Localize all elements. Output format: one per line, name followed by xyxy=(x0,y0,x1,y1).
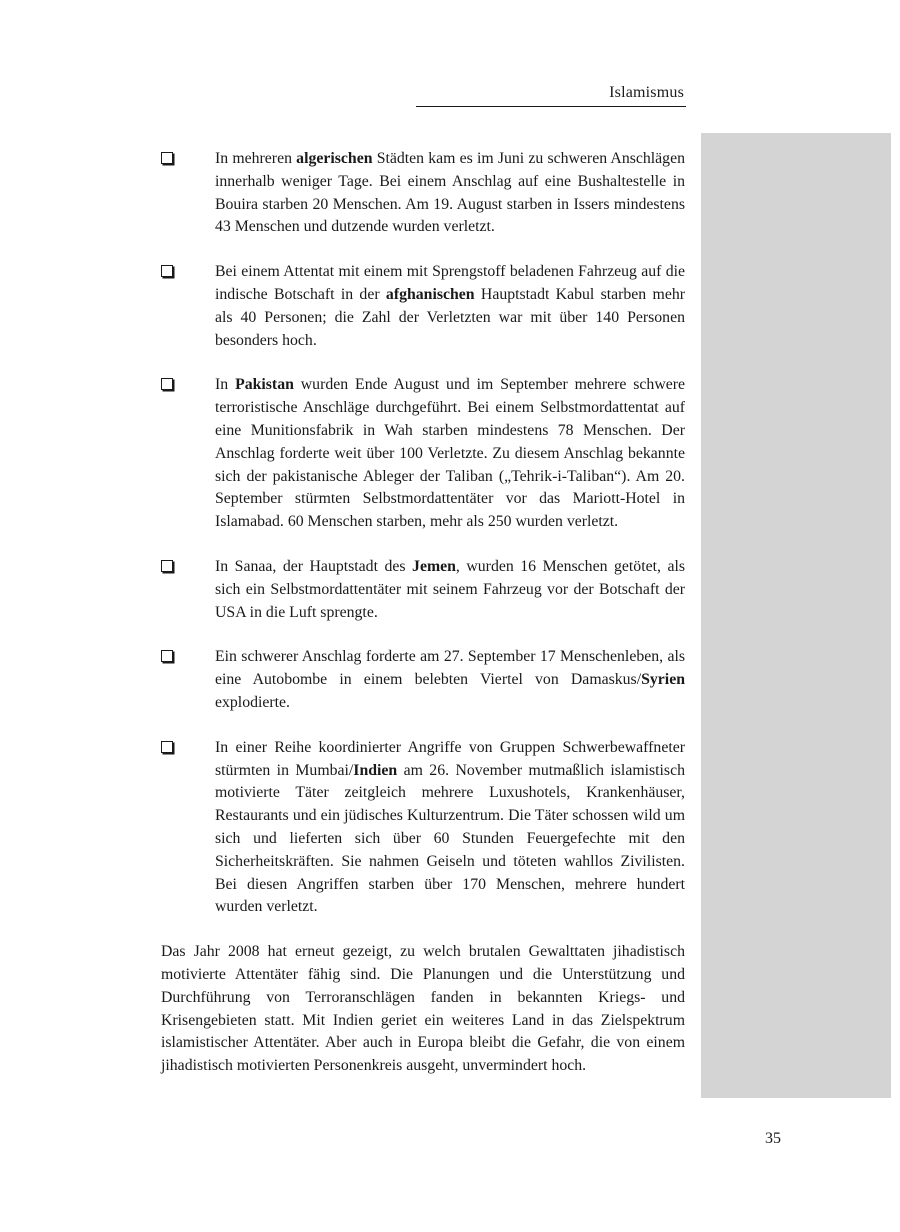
running-header: Islamismus xyxy=(609,84,684,101)
country-keyword: Jemen xyxy=(412,557,456,575)
bullet-item-pakistan xyxy=(161,374,685,534)
header-rule xyxy=(416,106,686,107)
bullet-text: In einer Reihe koordinierter Angriffe von Gruppen Schwerbewaffneter stürmten in Mumbai/Indien am 26. November mutmaßlich islamistisch motivierte Täter zeitgleich mehrere Luxushotels, Krankenhäuser, Restaurants und ein jüdisches Kulturzentrum. Die Täter schossen wild um sich und lieferten sich über 60 Stunden Feuergefechte mit den Sicherheitskräften. Sie nahmen Geiseln und töteten wahllos Zivilisten. Bei diesen Angriffen starben über 170 Menschen, mehrere hundert wurden verletzt. xyxy=(215,738,685,916)
checkbox-bullet-icon xyxy=(161,265,173,277)
checkbox-bullet-icon xyxy=(161,560,173,572)
bullet-item-algeria xyxy=(161,148,685,239)
checkbox-bullet-icon xyxy=(161,152,173,164)
checkbox-bullet-icon xyxy=(161,378,173,390)
page-number: 35 xyxy=(765,1130,781,1147)
bullet-item-yemen xyxy=(161,556,685,624)
bullet-text: Ein schwerer Anschlag forderte am 27. September 17 Menschenleben, als eine Autobombe in einem belebten Viertel von Damaskus/Syrien explodierte. xyxy=(215,648,685,711)
closing-paragraph: Das Jahr 2008 hat erneut gezeigt, zu welch brutalen Gewalttaten jihadistisch motivierte Attentäter fähig sind. Die Planungen und die Unterstützung und Durchführung von Terroranschlägen fanden in bekannten Kriegs- und Krisengebieten statt. Mit Indien geriet ein weiteres Land in das Zielspektrum islamistischer Attentäter. Aber auch in Europa bleibt die Gefahr, die von einem jihadistisch motivierten Personenkreis ausgeht, unvermindert hoch. xyxy=(161,943,685,1075)
bullet-item-afghanistan xyxy=(161,261,685,352)
country-keyword: Pakistan xyxy=(235,376,294,394)
country-keyword: Indien xyxy=(353,761,398,779)
bullet-text: In mehreren algerischen Städten kam es im Juni zu schweren Anschlägen innerhalb weniger Tage. Bei einem Anschlag auf eine Bushaltestelle in Bouira starben 20 Menschen. Am 19. August starben in Issers mindestens 43 Menschen und dutzende wurden verletzt. xyxy=(215,150,685,236)
country-keyword: afghanischen xyxy=(385,285,475,303)
bullet-item-syria xyxy=(161,646,685,714)
main-content xyxy=(161,148,685,1094)
margin-gray-bar xyxy=(701,133,891,1098)
country-keyword: algerischen xyxy=(296,150,373,167)
bullet-text: In Pakistan wurden Ende August und im September mehrere schwere terroristische Anschläge durchgeführt. Bei einem Selbstmordattentat auf eine Munitionsfabrik in Wah starben mindestens 78 Menschen. Der Anschlag forderte weit über 100 Verletzte. Zu diesem Anschlag bekannte sich der pakistanische Ableger der Taliban („Tehrik-i-Taliban“). Am 20. September stürmten Selbstmordattentäter vor das Mariott-Hotel in Islamabad. 60 Menschen starben, mehr als 250 wurden verletzt. xyxy=(215,376,686,531)
bullet-text: Bei einem Attentat mit einem mit Sprengstoff beladenen Fahrzeug auf die indische Botschaft in der afghanischen Hauptstadt Kabul starben mehr als 40 Personen; die Zahl der Verletzten war mit über 140 Personen besonders hoch. xyxy=(215,263,685,349)
bullet-text: In Sanaa, der Hauptstadt des Jemen, wurden 16 Menschen getötet, als sich ein Selbstmordattentäter mit seinem Fahrzeug vor der Botschaft der USA in die Luft sprengte. xyxy=(215,557,685,621)
bullet-item-india xyxy=(161,737,685,919)
checkbox-bullet-icon xyxy=(161,741,173,753)
country-keyword: Syrien xyxy=(641,671,685,689)
checkbox-bullet-icon xyxy=(161,650,173,662)
